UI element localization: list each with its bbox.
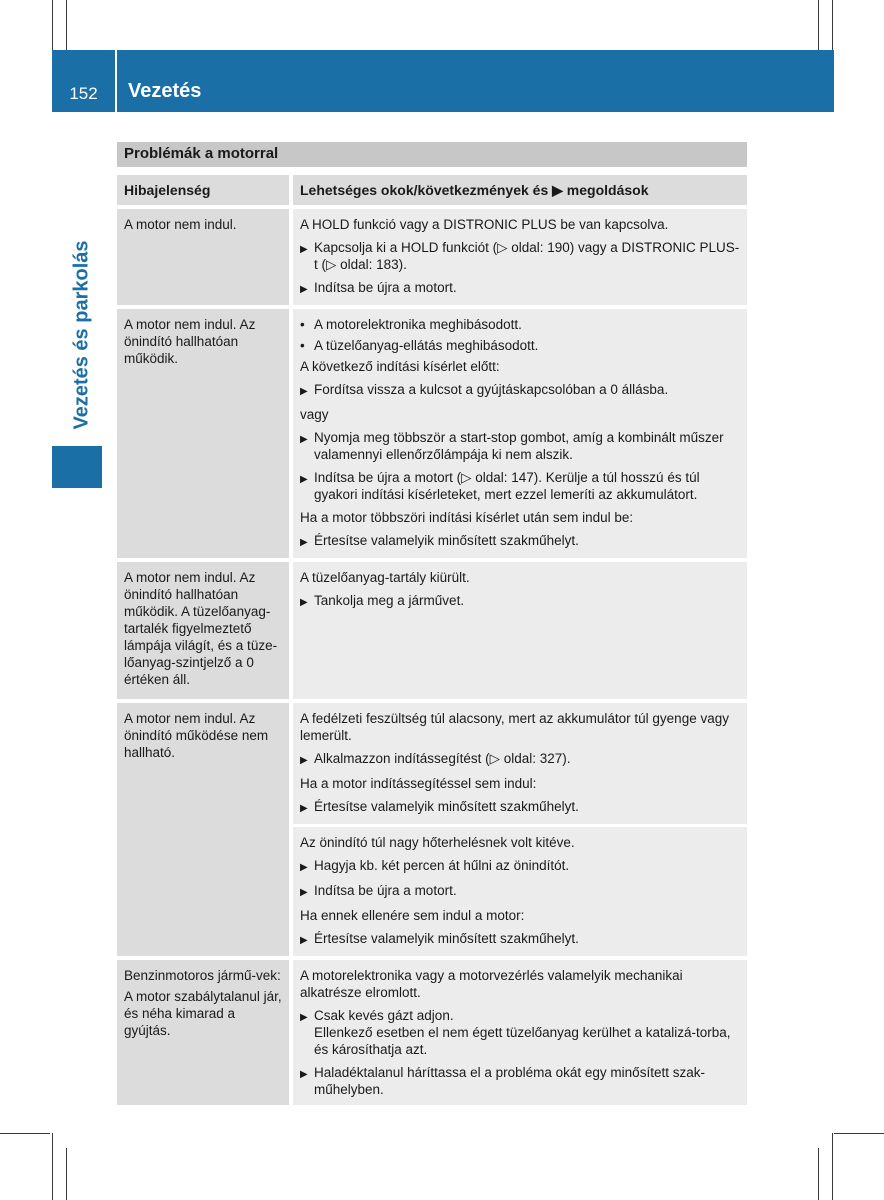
step-arrow-icon: ▶ bbox=[300, 862, 308, 873]
solution-step bbox=[300, 750, 740, 769]
table-title: Problémák a motorral bbox=[117, 142, 747, 167]
symptom-text: A motor nem indul. Az önindító hallhatóan működik. bbox=[124, 317, 256, 366]
causes-cell bbox=[293, 209, 747, 305]
step-arrow-icon: ▶ bbox=[300, 803, 308, 814]
side-tab-marker bbox=[52, 446, 102, 488]
symptom-text: A motor nem indul. Az önindító működése nem hallható. bbox=[124, 711, 269, 760]
crop-mark bbox=[52, 1133, 53, 1200]
cause-text: A tüzelőanyag-tartály kiürült. bbox=[300, 570, 470, 585]
cause-text: vagy bbox=[300, 407, 329, 422]
cause-text: A fedélzeti feszültség túl alacsony, mert az akkumulátor túl gyenge vagy lemerült. bbox=[300, 711, 729, 743]
column-header-symptom: Hibajelenség bbox=[117, 175, 289, 205]
symptom-text: A motor nem indul. Az önindító hallhatóan működik. A tüzelőanyag-tartalék figyelmeztető lámpája világít, és a tüze-lőanyag-szintjelző a 0 értéken áll. bbox=[124, 570, 278, 687]
cause-text: Ha a motor többszöri indítási kísérlet után sem indul be: bbox=[300, 510, 634, 525]
cause-text: A motorelektronika vagy a motorvezérlés valamelyik mechanikai alkatrésze elromlott. bbox=[300, 968, 683, 1000]
step-text: Értesítse valamelyik minősített szakműhelyt. bbox=[314, 931, 579, 946]
cause-bullet bbox=[300, 337, 740, 354]
step-arrow-icon: ▶ bbox=[300, 434, 308, 445]
solution-step bbox=[300, 429, 740, 463]
column-header-causes: Lehetséges okok/következmények és ▶ megoldások bbox=[293, 175, 747, 205]
step-arrow-icon: ▶ bbox=[300, 537, 308, 548]
table-header-row bbox=[117, 175, 747, 205]
header-divider bbox=[115, 50, 117, 112]
step-text: Fordítsa vissza a kulcsot a gyújtáskapcsolóban a 0 állásba. bbox=[314, 382, 669, 397]
symptom-cell bbox=[117, 209, 289, 305]
step-arrow-icon: ▶ bbox=[300, 935, 308, 946]
symptom-text: Benzinmotoros jármű-vek: bbox=[124, 968, 281, 983]
step-arrow-icon: ▶ bbox=[300, 284, 308, 295]
step-arrow-icon: ▶ bbox=[300, 244, 308, 255]
symptom-cell bbox=[117, 960, 289, 1105]
solution-step bbox=[300, 532, 740, 551]
step-text: Indítsa be újra a motort. bbox=[314, 280, 457, 295]
step-text: Haladéktalanul háríttassa el a probléma okát egy minősített szak-műhelyben. bbox=[314, 1065, 705, 1097]
crop-mark bbox=[818, 0, 819, 50]
solution-step bbox=[300, 239, 740, 273]
causes-block bbox=[293, 703, 747, 824]
page-title: Vezetés bbox=[128, 80, 202, 102]
table-row bbox=[117, 960, 747, 1105]
symptom-text: A motor szabálytalanul jár, és néha kimarad a gyújtás. bbox=[124, 989, 282, 1038]
causes-cell bbox=[293, 309, 747, 558]
cause-text: Az önindító túl nagy hőterhelésnek volt kitéve. bbox=[300, 835, 575, 850]
table-body bbox=[117, 209, 747, 1105]
step-text: Kapcsolja ki a HOLD funkciót (▷ oldal: 190) vagy a DISTRONIC PLUS-t (▷ oldal: 183). bbox=[314, 240, 740, 272]
crop-mark bbox=[832, 0, 833, 50]
crop-mark bbox=[818, 1148, 819, 1200]
crop-mark bbox=[66, 1148, 67, 1200]
bullet-dot-icon: • bbox=[300, 317, 305, 332]
cause-bullet bbox=[300, 316, 740, 333]
symptom-cell bbox=[117, 309, 289, 558]
step-text: Indítsa be újra a motort (▷ oldal: 147). Kerülje a túl hosszú és túl gyakori indítási kísérleteket, mert ezzel lemeríti az akkumulátort. bbox=[314, 470, 700, 502]
step-text: Tankolja meg a járművet. bbox=[314, 593, 465, 608]
step-arrow-icon: ▶ bbox=[300, 755, 308, 766]
cause-text: Ha a motor indítássegítéssel sem indul: bbox=[300, 776, 537, 791]
bullet-text: A tüzelőanyag-ellátás meghibásodott. bbox=[314, 338, 539, 353]
cause-text: A következő indítási kísérlet előtt: bbox=[300, 359, 500, 374]
solution-step bbox=[300, 381, 740, 400]
bullet-dot-icon: • bbox=[300, 338, 305, 353]
step-arrow-icon: ▶ bbox=[300, 386, 308, 397]
solution-step bbox=[300, 930, 740, 949]
crop-mark bbox=[832, 1133, 833, 1200]
step-text: Alkalmazzon indítássegítést (▷ oldal: 327). bbox=[314, 751, 571, 766]
step-text: Hagyja kb. két percen át hűlni az önindítót. bbox=[314, 858, 570, 873]
cause-text: A HOLD funkció vagy a DISTRONIC PLUS be van kapcsolva. bbox=[300, 217, 669, 232]
solution-step bbox=[300, 882, 740, 901]
side-tab-label-wrap bbox=[62, 232, 102, 438]
solution-step bbox=[300, 1064, 740, 1098]
bullet-text: A motorelektronika meghibásodott. bbox=[314, 317, 522, 332]
cause-text: Ha ennek ellenére sem indul a motor: bbox=[300, 908, 525, 923]
causes-cell bbox=[293, 703, 747, 956]
step-text: Csak kevés gázt adjon. Ellenkező esetben el nem égett tüzelőanyag kerülhet a katalizá-torba, és károsíthatja azt. bbox=[314, 1008, 731, 1057]
solution-step bbox=[300, 857, 740, 876]
solution-step bbox=[300, 592, 740, 611]
causes-block bbox=[293, 827, 747, 956]
crop-mark bbox=[66, 0, 67, 50]
step-arrow-icon: ▶ bbox=[300, 887, 308, 898]
solution-step bbox=[300, 279, 740, 298]
causes-cell bbox=[293, 960, 747, 1105]
step-text: Értesítse valamelyik minősített szakműhelyt. bbox=[314, 799, 579, 814]
crop-mark bbox=[52, 0, 53, 50]
trouble-table bbox=[117, 142, 747, 1105]
step-text: Értesítse valamelyik minősített szakműhelyt. bbox=[314, 533, 579, 548]
step-text: Nyomja meg többször a start-stop gombot, amíg a kombinált műszer valamennyi ellenőrzőlámpája ki nem alszik. bbox=[314, 430, 724, 462]
step-arrow-icon: ▶ bbox=[300, 474, 308, 485]
crop-mark bbox=[0, 1133, 50, 1134]
causes-cell bbox=[293, 562, 747, 699]
table-row bbox=[117, 309, 747, 558]
symptom-text: A motor nem indul. bbox=[124, 217, 237, 232]
table-row bbox=[117, 703, 747, 956]
crop-mark bbox=[834, 1133, 884, 1134]
step-text: Indítsa be újra a motort. bbox=[314, 883, 457, 898]
symptom-cell bbox=[117, 703, 289, 956]
solution-step bbox=[300, 1007, 740, 1058]
solution-step bbox=[300, 469, 740, 503]
table-row bbox=[117, 209, 747, 305]
symptom-cell bbox=[117, 562, 289, 699]
side-tab-label: Vezetés és parkolás bbox=[70, 240, 93, 430]
step-arrow-icon: ▶ bbox=[300, 1069, 308, 1080]
solution-step bbox=[300, 798, 740, 817]
page-number: 152 bbox=[69, 84, 98, 103]
step-arrow-icon: ▶ bbox=[300, 1012, 308, 1023]
table-row bbox=[117, 562, 747, 699]
step-arrow-icon: ▶ bbox=[300, 597, 308, 608]
